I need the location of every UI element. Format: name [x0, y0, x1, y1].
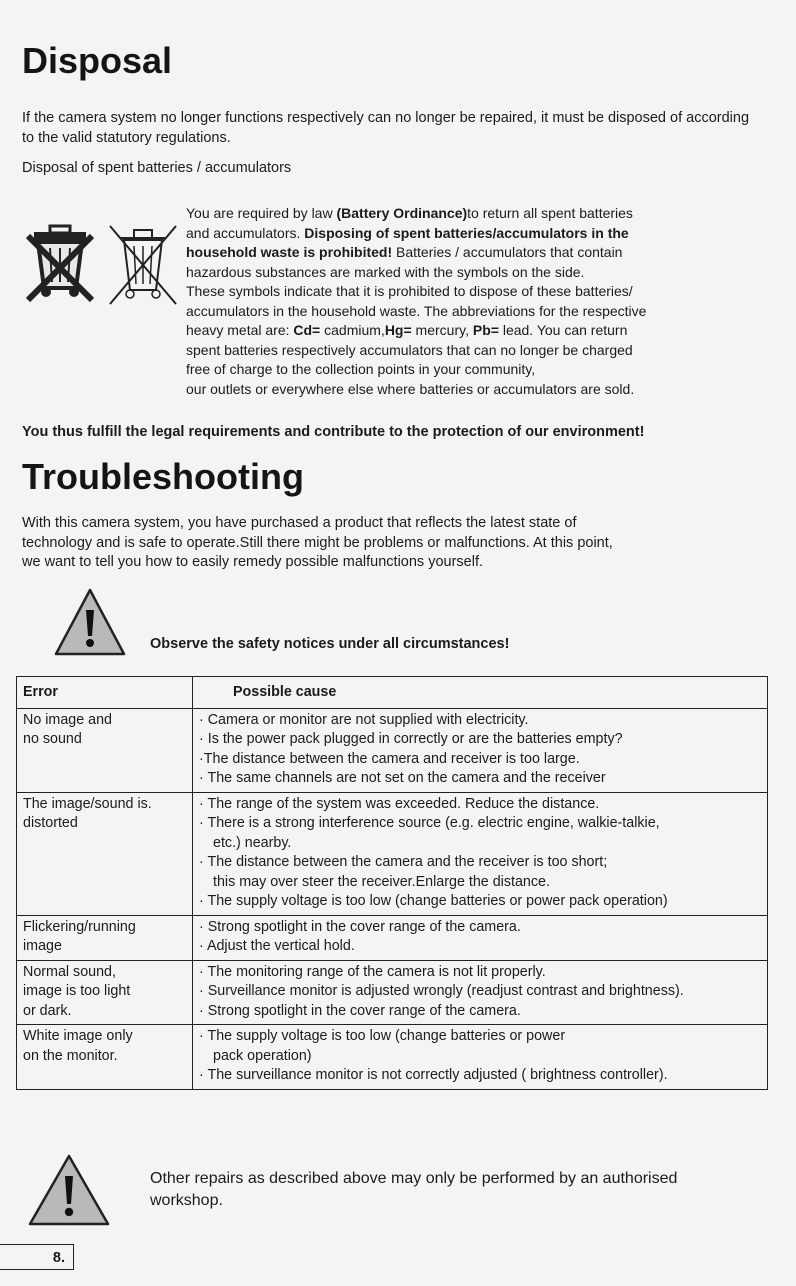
cause-text: · The monitoring range of the camera is not lit properly.	[199, 963, 546, 980]
cause-text: pack operation)	[213, 1047, 312, 1064]
error-text: image is too light	[23, 983, 131, 999]
cause-text: · The supply voltage is too low (change batteries or power	[199, 1028, 566, 1044]
text-run: free of charge to the collection points in your community,	[186, 361, 536, 377]
crossed-bin-outline-icon	[106, 216, 180, 308]
bold-run: (Battery Ordinance)	[336, 205, 468, 221]
cause-text: · The range of the system was exceeded. Reduce the distance.	[199, 795, 600, 812]
battery-text	[186, 204, 746, 399]
battery-subheading: Disposal of spent batteries / accumulators	[22, 160, 292, 176]
column-header-cause: Possible cause	[193, 677, 768, 709]
battery-text-line	[186, 302, 746, 322]
battery-text-line	[186, 243, 746, 263]
environment-statement: You thus fulfill the legal requirements and contribute to the protection of our environment!	[22, 424, 645, 440]
text-run: lead. You can return	[498, 322, 628, 338]
error-text: Flickering/running	[23, 918, 136, 935]
error-text: The image/sound is.	[23, 795, 152, 812]
intro-line: With this camera system, you have purchased a product that reflects the latest state of	[22, 515, 577, 531]
cause-cell	[193, 960, 768, 1025]
column-header-error: Error	[17, 677, 193, 709]
text-run: our outlets or everywhere else where batteries or accumulators are sold.	[186, 380, 635, 397]
table-row	[17, 792, 768, 915]
cause-text: · Strong spotlight in the cover range of the camera.	[199, 1002, 521, 1019]
table-row	[17, 915, 768, 960]
text-run: You are required by law	[186, 205, 337, 221]
cause-text: · Camera or monitor are not supplied with electricity.	[199, 711, 529, 728]
battery-text-line	[186, 380, 746, 400]
cause-cell	[193, 792, 768, 915]
warning-triangle-icon	[52, 586, 128, 658]
cause-text: · Strong spotlight in the cover range of the camera.	[199, 918, 521, 935]
cause-text: · Surveillance monitor is adjusted wrongly (readjust contrast and brightness).	[199, 983, 684, 999]
bold-run: Pb=	[472, 322, 499, 338]
battery-text-line	[186, 360, 746, 380]
text-run: to return all spent batteries	[467, 205, 633, 221]
error-text: image	[23, 938, 62, 954]
battery-text-line	[186, 321, 746, 341]
safety-notice: Observe the safety notices under all circumstances!	[150, 636, 510, 652]
cause-text: · Adjust the vertical hold.	[199, 938, 355, 954]
troubleshooting-heading: Troubleshooting	[22, 456, 304, 497]
troubleshooting-table	[16, 676, 768, 1090]
cause-text: · The distance between the camera and the receiver is too short;	[199, 854, 608, 870]
table-row	[17, 960, 768, 1025]
cause-cell	[193, 1025, 768, 1090]
error-cell	[17, 960, 193, 1025]
battery-text-line	[186, 263, 746, 283]
final-note: Other repairs as described above may only be performed by an authorised workshop.	[150, 1170, 678, 1209]
cause-text: · The same channels are not set on the camera and the receiver	[199, 770, 606, 786]
text-run: cadmium,	[320, 322, 385, 338]
cause-text: · There is a strong interference source (e.g. electric engine, walkie-talkie,	[199, 815, 660, 831]
troubleshooting-intro	[22, 514, 762, 573]
text-run: mercury,	[411, 322, 473, 338]
cause-text: etc.) nearby.	[213, 834, 292, 851]
cause-text: · The surveillance monitor is not correctly adjusted ( brightness controller).	[199, 1067, 668, 1083]
error-cell	[17, 708, 193, 792]
table-header-row	[17, 677, 768, 709]
text-run: accumulators in the household waste. The abbreviations for the respective	[186, 302, 647, 319]
cause-cell	[193, 708, 768, 792]
error-text: no sound	[23, 731, 82, 747]
battery-text-line	[186, 204, 746, 224]
text-run: These symbols indicate that it is prohibited to dispose of these batteries/	[186, 283, 633, 299]
cause-text: this may over steer the receiver.Enlarge the distance.	[213, 873, 550, 890]
text-run: Batteries / accumulators that contain	[392, 244, 623, 260]
intro-line: we want to tell you how to easily remedy possible malfunctions yourself.	[22, 554, 483, 570]
error-cell	[17, 792, 193, 915]
table-row	[17, 1025, 768, 1090]
error-cell	[17, 915, 193, 960]
battery-text-line	[186, 282, 746, 302]
bold-run: household waste is prohibited!	[186, 244, 393, 260]
error-text: Normal sound,	[23, 963, 116, 980]
cause-text: ·The distance between the camera and receiver is too large.	[199, 750, 580, 767]
text-run: hazardous substances are marked with the symbols on the side.	[186, 263, 585, 280]
cause-text: · Is the power pack plugged in correctly or are the batteries empty?	[199, 731, 623, 747]
cause-text: · The supply voltage is too low (change batteries or power pack operation)	[199, 893, 668, 909]
error-text: No image and	[23, 711, 113, 728]
disposal-intro: If the camera system no longer functions respectively can no longer be repaired, it must be disposed of according to the valid statutory regulations.	[22, 110, 750, 146]
error-cell	[17, 1025, 193, 1090]
cause-cell	[193, 915, 768, 960]
warning-triangle-icon	[26, 1152, 112, 1228]
crossed-bin-icon	[24, 218, 98, 304]
error-text: distorted	[23, 815, 78, 831]
disposal-heading: Disposal	[22, 40, 173, 81]
bold-run: Cd=	[293, 322, 321, 338]
error-text: White image only	[23, 1028, 133, 1044]
bold-run: Disposing of spent batteries/accumulators in the	[304, 224, 629, 241]
bold-run: Hg=	[384, 322, 412, 338]
text-run: and accumulators.	[186, 224, 305, 241]
table-row	[17, 708, 768, 792]
battery-text-line	[186, 341, 746, 361]
text-run: heavy metal are:	[186, 322, 294, 338]
battery-text-line	[186, 224, 746, 244]
intro-line: technology and is safe to operate.Still there might be problems or malfunctions. At this point,	[22, 534, 613, 551]
error-text: on the monitor.	[23, 1047, 118, 1064]
page-number: 8.	[0, 1244, 74, 1270]
error-text: or dark.	[23, 1002, 72, 1019]
text-run: spent batteries respectively accumulators that can no longer be charged	[186, 341, 633, 358]
